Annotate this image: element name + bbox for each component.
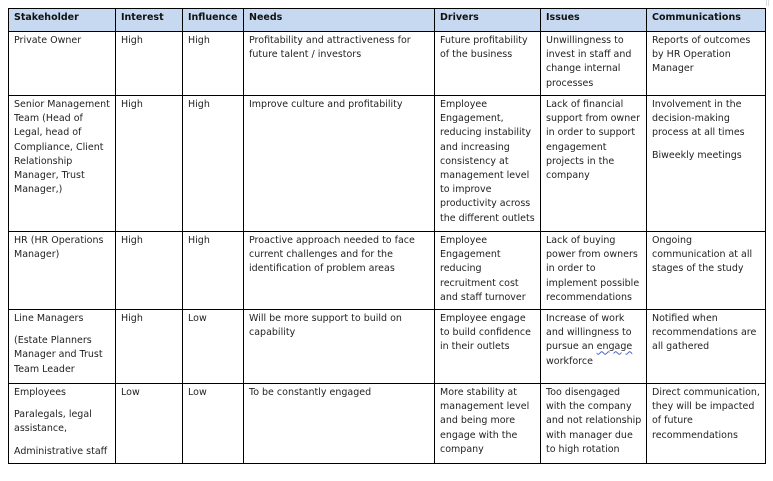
cell-drivers[interactable]: More stability at management level and being more engage with the company	[435, 384, 541, 464]
table-row	[9, 232, 766, 310]
stakeholder-line: Administrative staff	[14, 445, 108, 457]
cell-influence[interactable]: High	[183, 96, 244, 232]
stakeholder-line: Line Managers	[14, 313, 84, 324]
cell-communications[interactable]: Reports of outcomes by HR Operation Manager	[647, 32, 766, 96]
header-influence: Influence	[183, 9, 244, 32]
cell-issues[interactable]: Too disengaged with the company and not relationship with manager due to high rotation	[541, 384, 647, 464]
cell-stakeholder[interactable]: Private Owner	[9, 32, 116, 96]
cell-drivers[interactable]: Employee Engagement, reducing instability and increasing consistency at management level to improve productivity across the different outlets	[435, 96, 541, 232]
cell-drivers[interactable]: Employee engage to build confidence in their outlets	[435, 310, 541, 384]
header-needs: Needs	[244, 9, 435, 32]
cell-needs[interactable]: To be constantly engaged	[244, 384, 435, 464]
stakeholder-line: (Estate Planners Manager and Trust Team Leader	[14, 335, 103, 375]
stakeholder-line: Employees	[14, 387, 66, 398]
cell-interest[interactable]: Low	[116, 384, 183, 464]
cell-needs[interactable]: Profitability and attractiveness for future talent / investors	[244, 32, 435, 96]
header-communications: Communications	[647, 9, 766, 32]
cell-stakeholder[interactable]: Senior Management Team (Head of Legal, head of Compliance, Client Relationship Manager, Trust Manager,)	[9, 96, 116, 232]
stakeholder-table	[8, 8, 766, 464]
cell-drivers[interactable]: Employee Engagement reducing recruitment cost and staff turnover	[435, 232, 541, 310]
communications-line: Involvement in the decision-making process at all times	[652, 99, 745, 139]
table-row	[9, 310, 766, 384]
cell-needs[interactable]: Will be more support to build on capability	[244, 310, 435, 384]
cell-communications[interactable]	[647, 96, 766, 232]
stakeholder-line: Paralegals, legal assistance,	[14, 409, 92, 435]
header-interest: Interest	[116, 9, 183, 32]
issues-text: workforce	[546, 355, 593, 367]
cell-influence[interactable]: Low	[183, 384, 244, 464]
cell-needs[interactable]: Improve culture and profitability	[244, 96, 435, 232]
spelling-flagged-word[interactable]: engage	[596, 341, 633, 353]
cell-issues[interactable]: Lack of buying power from owners in order to implement possible recommendations	[541, 232, 647, 310]
cell-interest[interactable]: High	[116, 232, 183, 310]
cell-issues[interactable]	[541, 310, 647, 384]
cell-issues[interactable]: Lack of financial support from owner in order to support engagement projects in the company	[541, 96, 647, 232]
cell-communications[interactable]: Ongoing communication at all stages of the study	[647, 232, 766, 310]
cell-stakeholder[interactable]: HR (HR Operations Manager)	[9, 232, 116, 310]
table-row	[9, 96, 766, 232]
cell-communications[interactable]: Direct communication, they will be impacted of future recommendations	[647, 384, 766, 464]
header-stakeholder: Stakeholder	[9, 9, 116, 32]
resize-grip-icon[interactable]: ⠿	[764, 0, 770, 8]
cell-communications[interactable]: Notified when recommendations are all gathered	[647, 310, 766, 384]
table-row	[9, 384, 766, 464]
header-row	[9, 9, 766, 32]
cell-interest[interactable]: High	[116, 310, 183, 384]
header-issues: Issues	[541, 9, 647, 32]
issues-text: Increase of work and willingness to pursue an	[546, 313, 632, 353]
cell-interest[interactable]: High	[116, 96, 183, 232]
cell-influence[interactable]: Low	[183, 310, 244, 384]
cell-influence[interactable]: High	[183, 232, 244, 310]
cell-drivers[interactable]: Future profitability of the business	[435, 32, 541, 96]
header-drivers: Drivers	[435, 9, 541, 32]
cell-influence[interactable]: High	[183, 32, 244, 96]
cell-stakeholder[interactable]	[9, 384, 116, 464]
table-row	[9, 32, 766, 96]
cell-needs[interactable]: Proactive approach needed to face current challenges and for the identification of problem areas	[244, 232, 435, 310]
cell-interest[interactable]: High	[116, 32, 183, 96]
communications-line: Biweekly meetings	[652, 149, 742, 161]
cell-issues[interactable]: Unwillingness to invest in staff and change internal processes	[541, 32, 647, 96]
cell-stakeholder[interactable]	[9, 310, 116, 384]
